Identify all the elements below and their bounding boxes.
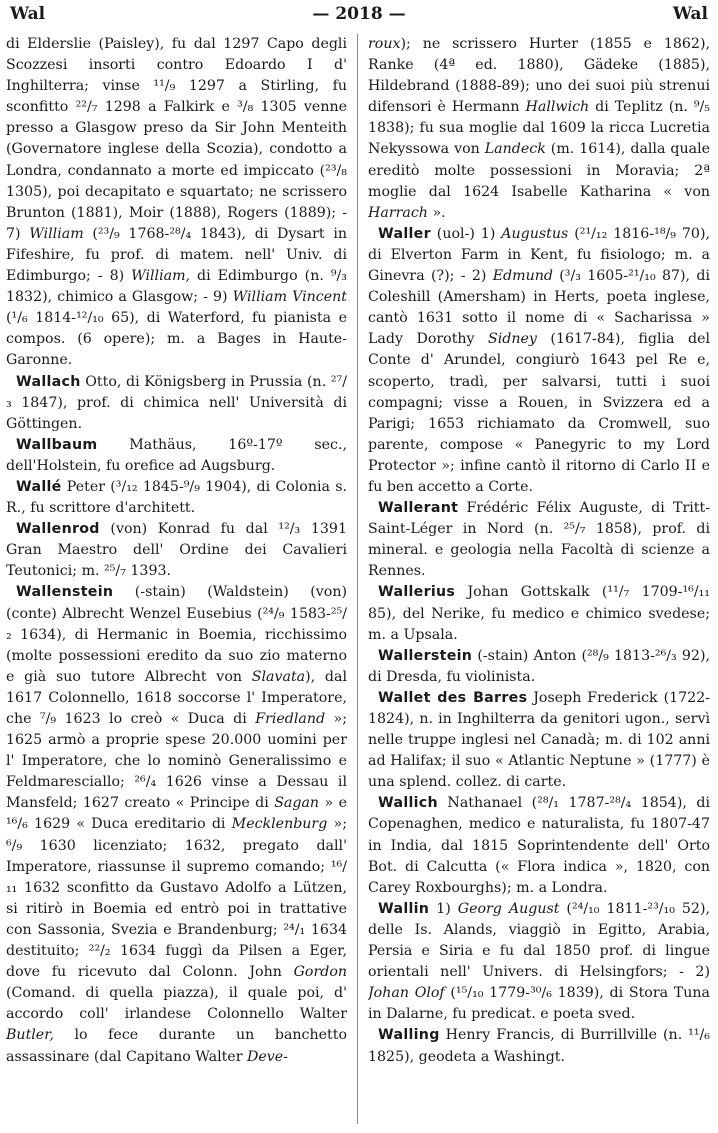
entry-text: Joseph Frederick (1722-1824), n. in Inghilterra da genitori ugon., servì nelle truppe inglesi nel Canadà; m. di 102 anni ad Halifax; il suo « Atlantic Neptune » (1777) è una splend. collez. di carte. — [368, 689, 710, 791]
entry-text: (¹/₆ 1814-¹²/₁₀ 65), di Waterford, fu pianista e compos. (6 opere); m. a Bages in Haute-Garonne. — [6, 310, 347, 369]
entry-text: (²¹/₁₂ 1816-¹⁸/₉ 70), di Elverton Farm in Kent, fu fisiologo; m. a Ginevra (?); - 2) — [368, 225, 710, 285]
left-column — [6, 34, 347, 1129]
italic-text: Gordon — [293, 964, 347, 981]
entry-text: ), dal 1617 Colonnello, 1618 soccorse l' Imperatore, che ⁷/₉ 1623 lo creò « Duca di — [6, 668, 347, 727]
italic-text: Georg August — [457, 900, 560, 917]
italic-text: Augustus — [501, 225, 569, 242]
entry-text: (-stain) Anton (²⁸/₉ 1813-²⁶/₃ 92), di Dresda, fu violinista. — [368, 647, 710, 685]
dictionary-entry — [368, 224, 710, 498]
entry-headword: Wallerant — [378, 500, 459, 517]
running-head-left: Wal — [10, 4, 46, 24]
entry-text: (²³/₉ 1768-²⁸/₄ 1843), di Dysart in Fifeshire, fu prof. di matem. nell' Univ. di Edimburgo; - 8) — [6, 225, 347, 285]
italic-text: Sagan — [274, 795, 320, 812]
dictionary-entry — [6, 582, 347, 1067]
entry-text: Mathäus, 16º-17º sec., dell'Holstein, fu orefice ad Augsburg. — [6, 436, 347, 474]
entry-text: Otto, di Königsberg in Prussia (n. ²⁷/₃ 1847), prof. di chimica nell' Università di Göttingen. — [6, 373, 347, 432]
page-number: — 2018 — — [312, 4, 406, 24]
italic-text: William — [29, 225, 84, 242]
entry-headword: Wallerius — [378, 584, 456, 601]
entry-text: »; 1625 armò a proprie spese 20.000 uomini per l' Imperatore, che lo nominò Generalissimo e Feldmaresciallo; ²⁶/₄ 1626 vinse a Dessau il Mansfeld; 1627 creato « Principe di — [6, 711, 347, 812]
dictionary-entry — [368, 688, 710, 793]
dictionary-entry — [6, 435, 347, 477]
dictionary-entry — [6, 372, 347, 435]
entry-text: di Teplitz (n. ⁹/₅ 1838); fu sua moglie dal 1609 la ricca Lucretia Nekyssowa von — [368, 99, 710, 158]
column-divider — [357, 34, 358, 1124]
entry-text: di Elderslie (Paisley), fu dal 1297 Capo degli Scozzesi insorti contro Edoardo I d' Inghilterra; vinse ¹¹/₉ 1297 a Stirling, fu sconfitto ²²/₇ 1298 a Falkirk e ³/₈ 1305 venne presso a Glasgow preso da Sir John Menteith (Governatore inglese della Scozia), condotto a Londra, condannato a morte ed impiccato (²³/₈ 1305), poi decapitato e squartato; ne scrissero Brunton (1881), Moir (1888), Rogers (1889); - 7) — [6, 36, 347, 242]
entry-text: ». — [427, 204, 446, 221]
italic-text: Mecklenburg — [231, 816, 328, 833]
dictionary-entry — [368, 1025, 710, 1067]
entry-headword: Wallin — [378, 900, 430, 917]
dictionary-entry — [368, 793, 710, 898]
entry-headword: Wallenrod — [16, 521, 100, 538]
right-column — [368, 34, 710, 1129]
entry-text: Henry Francis, di Burrillville (n. ¹¹/₆ 1825), geodeta a Washingt. — [368, 1027, 710, 1065]
entry-headword: Walling — [378, 1027, 440, 1044]
entry-text: (-stain) (Waldstein) (von) (conte) Albrecht Wenzel Eusebius (²⁴/₉ 1583-²⁵/₂ 1634), di Hermanic in Boemia, ricchissimo (molte possessioni eredito da suo zio materno e già suo tutore Albrecht von — [6, 584, 347, 685]
dictionary-entry — [368, 899, 710, 1026]
italic-text: Sidney — [488, 331, 537, 348]
entry-text: »; ⁶/₉ 1630 licenziato; 1632, pregato dall' Imperatore, riassunse il supremo comando; ¹⁶/₁₁ 1632 sconfitto da Gustavo Adolfo a Lützen, si ritirò in Boemia ed entrò poi in trattative con Sassonia, Svezia e Brandenburg; ²⁴/₁ 1634 destituito; ²²/₂ 1634 fuggì da Pilsen a Eger, dove fu ricevuto dal Colonn. John — [6, 816, 347, 981]
entry-headword: Wallé — [16, 478, 62, 495]
entry-headword: Wallenstein — [16, 584, 114, 601]
dictionary-entry — [368, 582, 710, 645]
entry-text: (²⁴/₁₀ 1811-²³/₁₀ 52), delle Is. Alands, viaggiò in Egitto, Arabia, Persia e Siria e fu dal 1850 prof. di lingue orientali nell' Univers. di Helsingfors; - 2) — [368, 900, 710, 981]
entry-headword: Wallbaum — [16, 436, 98, 453]
entry-text: (Comand. di quella piazza), il quale poi, d' accordo coll' irlandese Colonnello Walter — [6, 985, 347, 1023]
italic-text: Landeck — [484, 141, 546, 158]
running-head-right: Wal — [672, 4, 708, 24]
entry-text: 1) — [429, 900, 458, 917]
italic-text: roux — [368, 36, 401, 52]
entry-text: (1617-84), figlia del Conte d' Arundel, congiurò 1643 pel Re e, scoperto, tradì, per salvarsi, tutti i suoi compagni; visse a Rouen, in Svizzera ed a Parigi; 1653 richiamato da Cromwell, suo parente, compose « Panegyric to my Lord Protector »; infine cantò il ritorno di Carlo II e fu ben accetto a Corte. — [368, 331, 710, 495]
dictionary-entry — [368, 646, 710, 688]
entry-headword: Wallerstein — [378, 647, 473, 664]
entry-text: Frédéric Félix Auguste, di Tritt-Saint-Léger in Nord (n. ²⁵/₇ 1858), prof. di mineral. e geologia nella Facoltà di scienze a Rennes. — [368, 500, 710, 580]
entry-text: lo fece durante un banchetto assassinare (dal Capitano Walter — [6, 1027, 347, 1065]
italic-text: Butler, — [6, 1027, 54, 1044]
entry-headword: Wallich — [378, 795, 438, 812]
dictionary-entry — [368, 34, 710, 224]
entry-text: Peter (³/₁₂ 1845-⁹/₉ 1904), di Colonia s. R., fu scrittore d'architett. — [6, 478, 347, 517]
italic-text: Friedland — [255, 711, 326, 727]
italic-text: Harrach — [368, 204, 428, 221]
entry-headword: Waller — [378, 225, 431, 242]
entry-text: » e ¹⁶/₆ 1629 « Duca ereditario di — [6, 795, 347, 833]
entry-text: (³/₃ 1605-²¹/₁₀ 87), di Coleshill (Amersham) in Herts, poeta inglese, cantò 1631 sotto il nome di « Sacharissa » Lady Dorothy — [368, 268, 710, 348]
italic-text: Hallwich — [525, 99, 590, 116]
dictionary-entry — [6, 477, 347, 519]
italic-text: William Vincent — [232, 289, 347, 306]
dictionary-entry — [6, 519, 347, 582]
italic-text: Deve- — [247, 1048, 288, 1065]
entry-text: di Edimburgo (n. ⁹/₃ 1832), chimico a Glasgow; - 9) — [6, 268, 347, 306]
entry-text: ); ne scrissero Hurter (1855 e 1862), Ranke (4ª ed. 1880), Gädeke (1885), Hildebrand (1888-89); uno dei suoi più strenui difensori è Hermann — [368, 36, 710, 116]
entry-text: Johan Gottskalk (¹¹/₇ 1709-¹⁶/₁₁ 85), del Nerike, fu medico e chimico svedese; m. a Upsala. — [368, 584, 710, 643]
entry-text: (uol-) 1) — [430, 225, 502, 242]
italic-text: Johan Olof — [368, 985, 445, 1002]
italic-text: Slavata — [251, 668, 306, 685]
dictionary-entry — [6, 34, 347, 372]
italic-text: William, — [131, 268, 191, 285]
entry-headword: Wallet des Barres — [378, 689, 528, 706]
entry-text: (m. 1614), dalla quale ereditò molte possessioni in Moravia; 2ª moglie dal 1624 Isabelle Katharina « von — [368, 141, 710, 200]
entry-headword: Wallach — [16, 373, 81, 390]
page-header — [0, 2, 718, 30]
italic-text: Edmund — [492, 268, 553, 285]
entry-text: Nathanael (²⁸/₁ 1787-²⁸/₄ 1854), di Copenaghen, medico e naturalista, fu 1807-47 in India, dal 1815 Soprintendente dell' Orto Bot. di Calcutta (« Flora indica », 1820, con Carey Roxbourghs); m. a Londra. — [368, 795, 710, 896]
entry-text: (von) Konrad fu dal ¹²/₃ 1391 Gran Maestro dell' Ordine dei Cavalieri Teutonici; m. ²⁵/₇ 1393. — [6, 521, 347, 580]
dictionary-entry — [368, 498, 710, 582]
entry-text: (¹⁵/₁₀ 1779-³⁰/₆ 1839), di Stora Tuna in Dalarne, fu predicat. e poeta sved. — [368, 985, 710, 1023]
